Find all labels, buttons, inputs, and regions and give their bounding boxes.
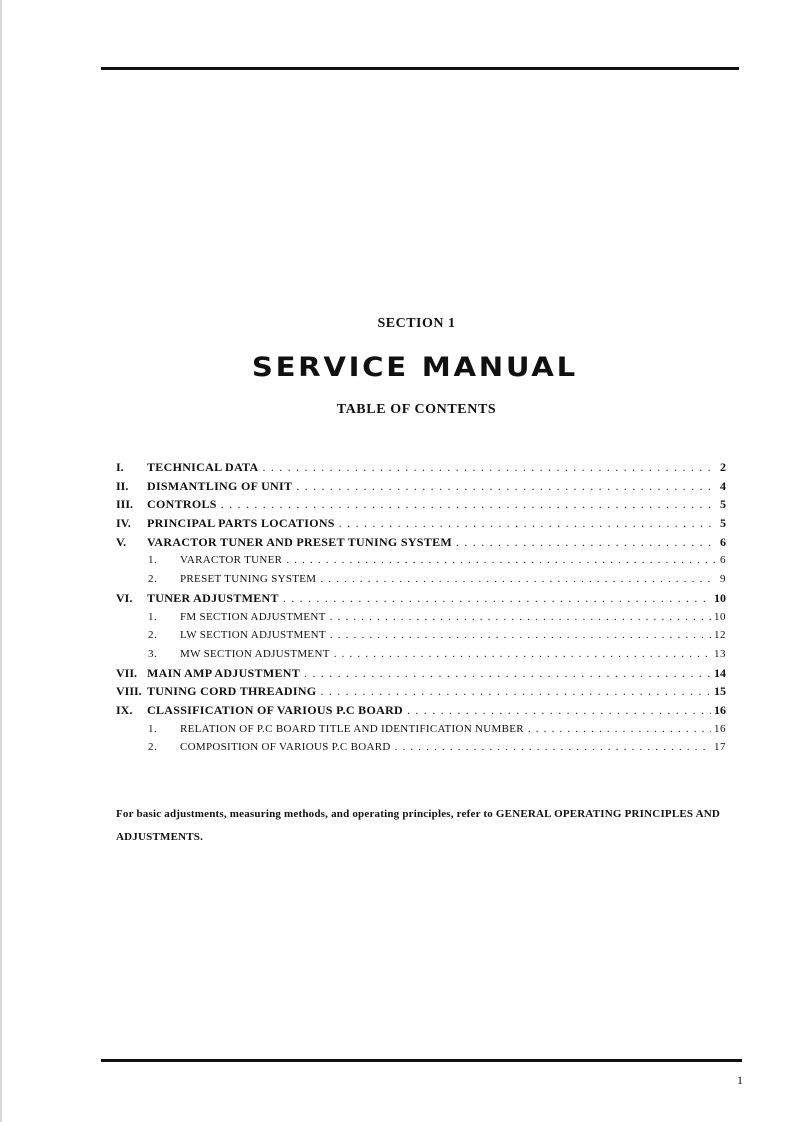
toc-entry — [116, 589, 726, 608]
toc-entry-number: VI. — [116, 590, 133, 605]
toc-entry-page: 2 — [720, 460, 726, 474]
toc-entry-page: 9 — [720, 573, 726, 586]
reference-note — [116, 803, 728, 849]
table-of-contents — [116, 458, 726, 757]
dot-leader — [407, 701, 711, 720]
toc-entry-title: TUNING CORD THREADING — [147, 684, 317, 699]
toc-entry-title: DISMANTLING OF UNIT — [147, 478, 293, 493]
reference-note-line: ADJUSTMENTS. — [116, 831, 204, 843]
page-number: 1 — [737, 1073, 743, 1087]
reference-note-line: For basic adjustments, measuring methods, and operating principles, refer to GENERAL OPERATING PRINCIPLES AND — [116, 808, 721, 820]
dot-leader — [339, 514, 715, 533]
dot-leader — [262, 458, 715, 477]
toc-entry-number: IX. — [116, 702, 133, 717]
toc-entry — [116, 458, 726, 477]
dot-leader — [320, 682, 711, 701]
toc-entry-number: 3. — [148, 647, 158, 660]
toc-entry-page: 16 — [714, 702, 726, 717]
toc-entry-number: 1. — [148, 610, 158, 623]
toc-entry-page: 13 — [714, 647, 726, 660]
toc-subentry — [116, 626, 726, 645]
toc-entry-title: TECHNICAL DATA — [147, 460, 259, 474]
toc-entry-number: IV. — [116, 516, 131, 531]
toc-entry-title: RELATION OF P.C BOARD TITLE AND IDENTIFICATION NUMBER — [180, 722, 524, 735]
toc-entry — [116, 664, 726, 683]
toc-subentry — [116, 608, 726, 627]
toc-entry-page: 6 — [720, 554, 726, 567]
toc-entry-page: 12 — [714, 629, 726, 642]
toc-entry-page: 5 — [720, 516, 726, 531]
toc-entry-title: FM SECTION ADJUSTMENT — [180, 610, 326, 623]
toc-entry-title: CONTROLS — [147, 497, 217, 512]
toc-entry-number: V. — [116, 534, 127, 549]
toc-entry-page: 4 — [720, 478, 726, 493]
toc-heading: TABLE OF CONTENTS — [336, 402, 497, 417]
toc-entry-title: VARACTOR TUNER AND PRESET TUNING SYSTEM — [147, 534, 452, 549]
toc-entry-page: 10 — [714, 590, 726, 605]
toc-entry-number: 1. — [148, 554, 158, 567]
toc-entry-number: VIII. — [116, 684, 142, 699]
toc-entry-title: VARACTOR TUNER — [180, 554, 283, 567]
toc-subentry — [116, 720, 726, 739]
dot-leader — [528, 720, 711, 739]
top-rule — [101, 67, 739, 70]
dot-leader — [283, 589, 711, 608]
toc-entry-number: 1. — [148, 722, 158, 735]
toc-entry-page: 6 — [720, 534, 726, 549]
toc-entry-title: MW SECTION ADJUSTMENT — [180, 647, 330, 660]
toc-entry — [116, 701, 726, 720]
toc-entry-page: 17 — [714, 741, 726, 754]
dot-leader — [330, 626, 711, 645]
page-title: SERVICE MANUAL — [251, 352, 578, 383]
toc-entry-title: CLASSIFICATION OF VARIOUS P.C BOARD — [147, 702, 403, 717]
toc-entry-title: COMPOSITION OF VARIOUS P.C BOARD — [180, 741, 391, 754]
toc-subentry — [116, 551, 726, 570]
toc-entry-title: TUNER ADJUSTMENT — [147, 590, 279, 605]
toc-entry-number: I. — [116, 460, 124, 474]
dot-leader — [221, 495, 715, 514]
toc-entry-page: 15 — [714, 684, 726, 699]
dot-leader — [320, 570, 715, 589]
toc-entry-page: 14 — [714, 665, 726, 680]
toc-subentry — [116, 570, 726, 589]
toc-entry-number: III. — [116, 497, 134, 512]
toc-entry-number: VII. — [116, 665, 138, 680]
toc-entry-page: 16 — [714, 722, 726, 735]
toc-entry-page: 5 — [720, 497, 726, 512]
dot-leader — [330, 608, 711, 627]
dot-leader — [304, 664, 711, 683]
toc-entry-number: II. — [116, 478, 129, 493]
toc-entry-number: 2. — [148, 629, 158, 642]
page-edge — [0, 0, 2, 1122]
dot-leader — [296, 477, 715, 496]
dot-leader — [334, 645, 711, 664]
dot-leader — [395, 738, 711, 757]
toc-entry-page: 10 — [714, 610, 726, 623]
toc-subentry — [116, 738, 726, 757]
toc-entry — [116, 514, 726, 533]
dot-leader — [286, 551, 715, 570]
toc-entry — [116, 533, 726, 552]
toc-entry — [116, 477, 726, 496]
toc-entry-title: LW SECTION ADJUSTMENT — [180, 629, 326, 642]
toc-entry — [116, 682, 726, 701]
toc-entry-number: 2. — [148, 741, 158, 754]
toc-entry-title: PRINCIPAL PARTS LOCATIONS — [147, 516, 335, 531]
bottom-rule — [101, 1059, 742, 1062]
dot-leader — [456, 533, 715, 552]
toc-entry — [116, 495, 726, 514]
section-label: SECTION 1 — [377, 316, 456, 331]
toc-entry-title: PRESET TUNING SYSTEM — [180, 573, 317, 586]
toc-entry-number: 2. — [148, 573, 158, 586]
toc-subentry — [116, 645, 726, 664]
toc-entry-title: MAIN AMP ADJUSTMENT — [147, 665, 301, 680]
